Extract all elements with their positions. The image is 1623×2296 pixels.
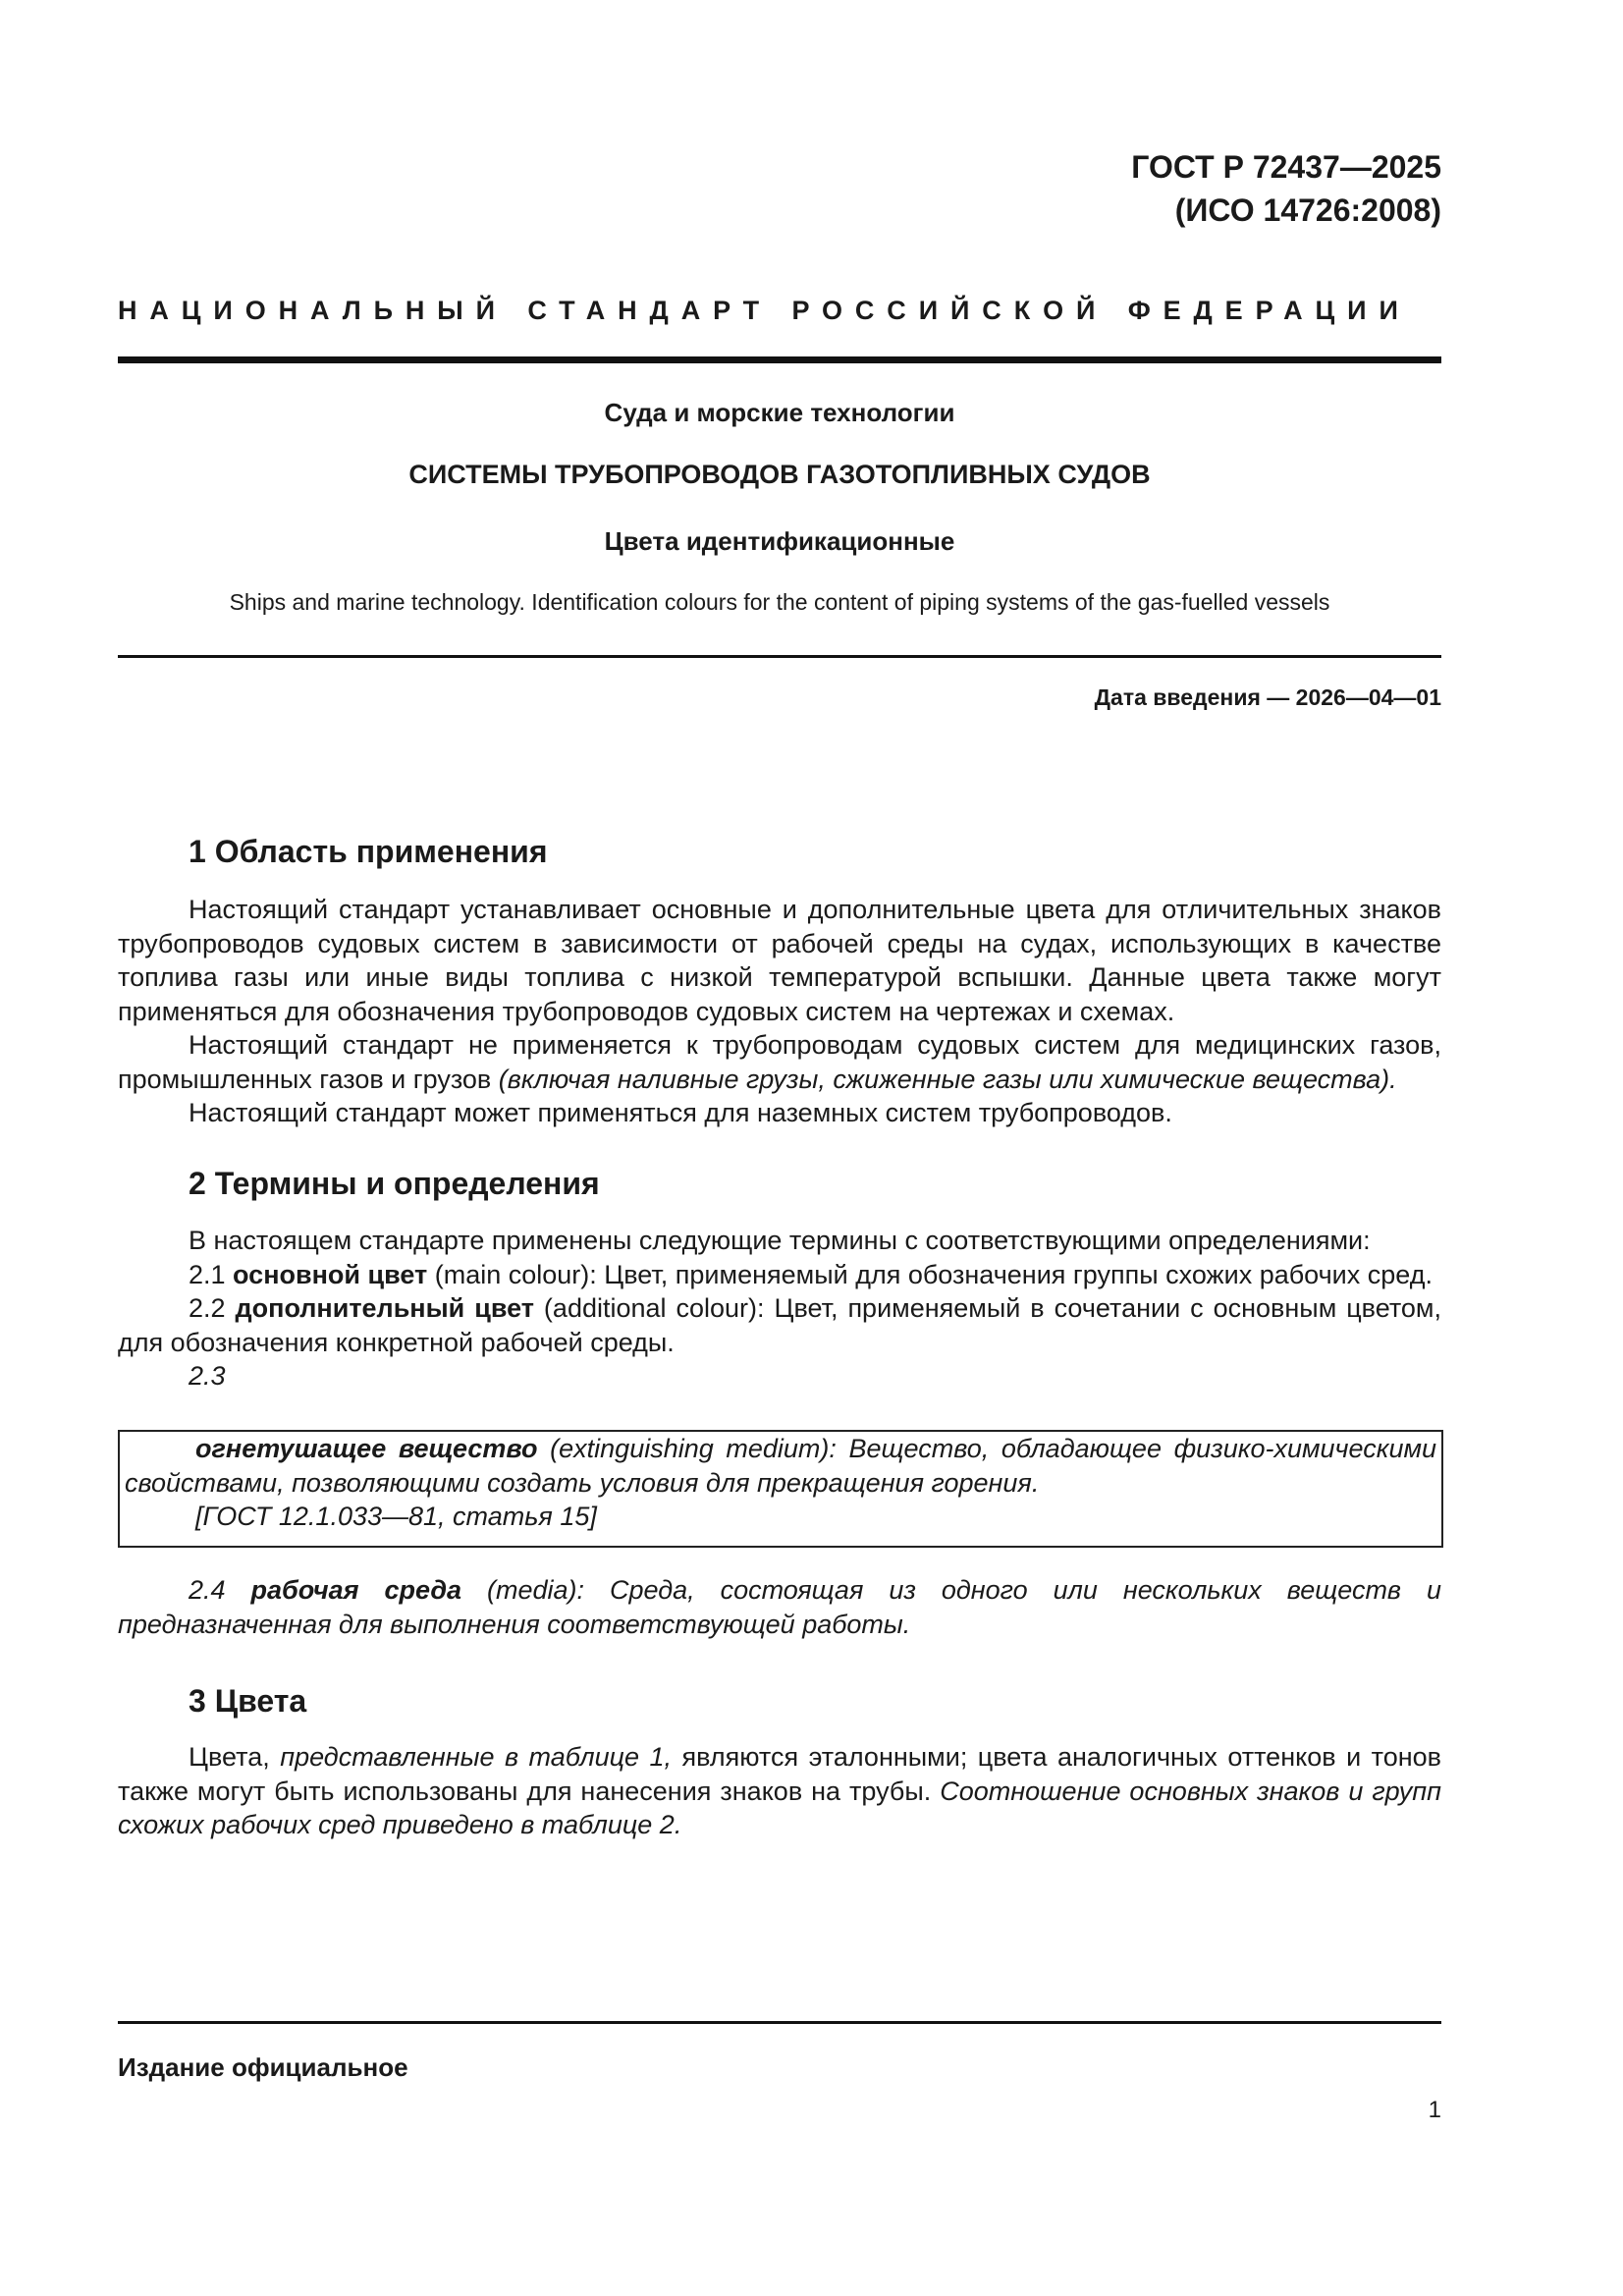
introduction-date: Дата введения — 2026—04—01 — [1094, 684, 1441, 710]
title-sub: Цвета идентификационные — [604, 526, 955, 556]
term-2-4-definition: (media): Среда, состоящая из одного или нескольких веществ и предназначенная для выполнения соответствующей работы. — [118, 1575, 1441, 1639]
section-1-paragraph-1: Настоящий стандарт устанавливает основные и дополнительные цвета для отличительных знаков трубопроводов судовых систем в зависимости от рабочей среды на судах, использующих в качестве топлива газы или иные виды топлива с низкой температурой вспышки. Данные цвета также могут применяться для обозначения трубопроводов судовых систем на чертежах и схемах. — [118, 895, 1441, 1026]
term-2-1-name: основной цвет — [233, 1259, 428, 1289]
official-edition-label: Издание официальное — [118, 2052, 408, 2082]
title-group: Суда и морские технологии — [604, 398, 955, 427]
title-main: СИСТЕМЫ ТРУБОПРОВОДОВ ГАЗОТОПЛИВНЫХ СУДОВ — [408, 460, 1151, 489]
term-2-2-name: дополнительный цвет — [235, 1293, 534, 1323]
term-2-4-number: 2.4 — [189, 1575, 251, 1605]
section-3-body — [118, 1740, 1441, 1842]
term-2-3-name: огнетушащее вещество — [195, 1434, 538, 1463]
term-2-2-number: 2.2 — [189, 1293, 236, 1323]
header-thick-rule — [118, 356, 1441, 363]
section-1-paragraph-2 — [118, 1028, 1441, 1096]
term-2-3-box — [118, 1430, 1443, 1548]
section-3-paragraph — [118, 1740, 1441, 1842]
term-2-4-block — [118, 1573, 1441, 1641]
document-iso-code: (ИСО 14726:2008) — [1174, 192, 1441, 228]
national-standard-banner: НАЦИОНАЛЬНЫЙ СТАНДАРТ РОССИЙСКОЙ ФЕДЕРАЦИИ — [118, 296, 1411, 325]
section-1-body — [118, 893, 1441, 1130]
section-1-heading: 1 Область применения — [189, 834, 548, 869]
title-english: Ships and marine technology. Identification colours for the content of piping systems of the gas-fuelled vessels — [229, 589, 1330, 615]
section-2-body — [118, 1224, 1441, 1394]
term-2-2-definition: (additional colour): Цвет, применяемый в сочетании с основным цветом, для обозначения конкретной рабочей среды. — [118, 1293, 1441, 1357]
section-3-text-b: представленные в таблице 1, — [280, 1742, 673, 1772]
term-2-2 — [118, 1291, 1441, 1359]
footer-rule — [118, 2021, 1441, 2024]
document-code: ГОСТ Р 72437—2025 — [1131, 149, 1441, 185]
term-2-3-reference: [ГОСТ 12.1.033—81, статья 15] — [195, 1502, 597, 1531]
section-1-paragraph-2-italic: (включая наливные грузы, сжиженные газы или химические вещества). — [498, 1064, 1397, 1094]
section-2-heading: 2 Термины и определения — [189, 1166, 600, 1201]
page-number: 1 — [1428, 2097, 1441, 2123]
term-2-4 — [118, 1573, 1441, 1641]
section-3-heading: 3 Цвета — [189, 1683, 307, 1719]
term-2-1 — [118, 1258, 1441, 1292]
section-1-paragraph-2-text: Настоящий стандарт не применяется к трубопроводам судовых систем для медицинских газов, промышленных газов и грузов — [118, 1030, 1441, 1094]
term-2-1-definition: (main colour): Цвет, применяемый для обозначения группы схожих рабочих сред. — [427, 1259, 1433, 1289]
section-3-text-c: являются эталонными; цвета аналогичных оттенков и тонов также могут быть использованы для нанесения знаков на трубы. — [118, 1742, 1441, 1806]
section-1-paragraph-3: Настоящий стандарт может применяться для наземных систем трубопроводов. — [189, 1098, 1172, 1127]
term-2-1-number: 2.1 — [189, 1259, 234, 1289]
section-3-text-d: Соотношение основных знаков и групп схожих рабочих сред приведено в таблице 2. — [118, 1776, 1441, 1839]
section-2-intro: В настоящем стандарте применены следующие термины с соответствующими определениями: — [189, 1226, 1371, 1255]
title-rule — [118, 655, 1441, 658]
term-2-3-number: 2.3 — [189, 1361, 226, 1391]
term-2-4-name: рабочая среда — [250, 1575, 462, 1605]
term-2-3-definition: (extinguishing medium): Вещество, обладающее физико-химическими свойствами, позволяющими создать условия для прекращения горения. — [125, 1434, 1436, 1498]
term-2-3-definition-block — [125, 1432, 1436, 1500]
section-3-text-a: Цвета, — [189, 1742, 281, 1772]
